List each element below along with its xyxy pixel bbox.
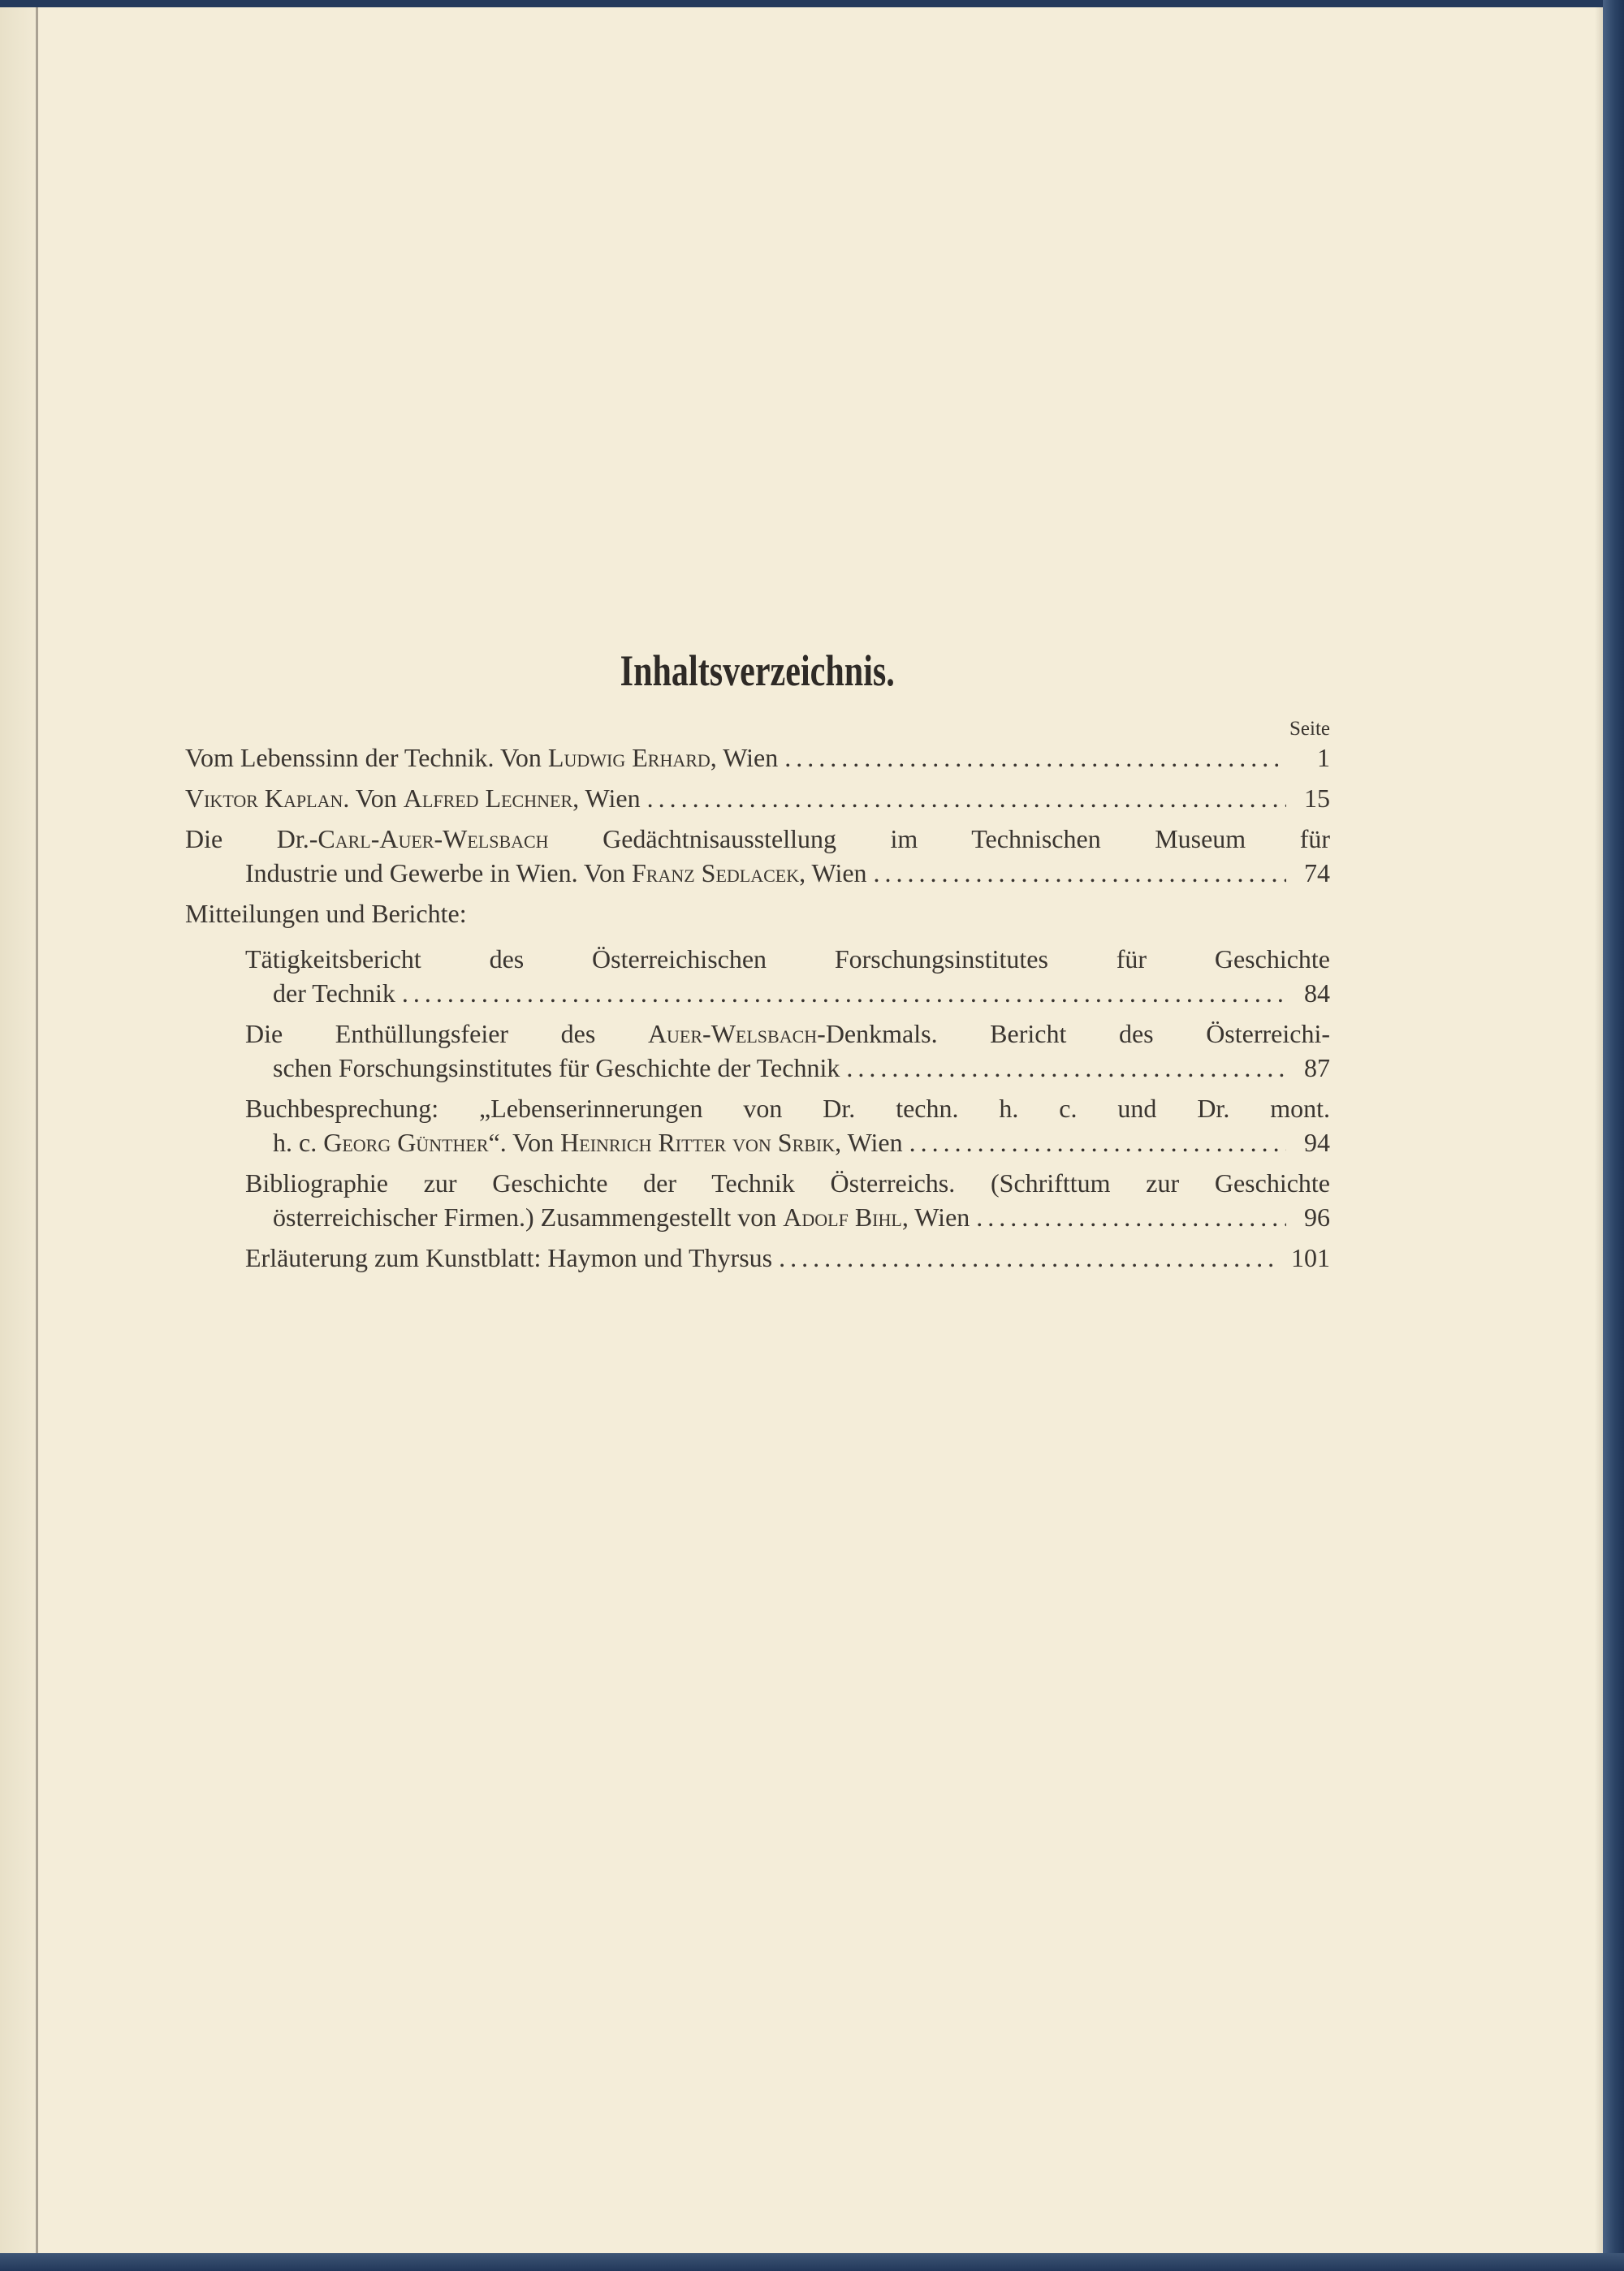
cover-edge-top	[0, 0, 1624, 7]
text-segment: , Wien	[835, 1128, 903, 1157]
text-segment: österreichischer Firmen.) Zusammengestellt von	[273, 1202, 784, 1232]
text-segment: Erläuterung zum Kunstblatt: Haymon und Thyrsus	[245, 1243, 773, 1272]
text-segment: Vom Lebenssinn der Technik. Von	[185, 743, 548, 772]
page-number: 1	[1317, 743, 1330, 772]
dot-leader	[976, 1200, 1286, 1234]
author-name: Adolf Bihl	[783, 1202, 902, 1232]
toc-entry-text	[185, 740, 778, 775]
dot-leader	[779, 1241, 1280, 1275]
author-name: Auer-Welsbach	[647, 1019, 818, 1048]
toc-entry-line	[245, 1125, 1330, 1159]
book-gutter	[0, 0, 36, 2271]
author-name: Carl-Auer-Welsbach	[317, 824, 549, 853]
page-number: 96	[1304, 1202, 1330, 1232]
toc-entry-line	[245, 1091, 1330, 1125]
dot-leader	[647, 781, 1286, 815]
toc-entry-line	[245, 1166, 1330, 1200]
author-name: Ludwig Erhard	[547, 743, 710, 772]
toc-entry	[185, 942, 1330, 1010]
text-segment: h. c.	[273, 1128, 324, 1157]
text-segment: Die Enthüllungsfeier des	[245, 1019, 648, 1048]
toc-entry	[185, 1017, 1330, 1085]
toc-entry-line	[185, 856, 1330, 890]
text-segment: “. Von	[488, 1128, 561, 1157]
text-segment: schen Forschungsinstitutes für Geschichte der Technik	[273, 1053, 840, 1082]
toc-entry-line	[185, 896, 1330, 930]
text-segment: Die Dr.-	[185, 824, 318, 853]
toc-entry	[185, 781, 1330, 815]
text-segment: Industrie und Gewerbe in Wien. Von	[245, 858, 632, 887]
toc-entry-line	[185, 740, 1330, 775]
text-segment: . Von	[343, 784, 404, 813]
toc-entry-line	[245, 1051, 1330, 1085]
author-name: Heinrich Ritter von Srbik	[560, 1128, 836, 1157]
toc-entry-text	[185, 824, 1330, 853]
toc-entry-text	[273, 976, 395, 1010]
toc-entry-text	[245, 1094, 1330, 1123]
toc-section-heading	[185, 896, 1330, 930]
dot-leader	[909, 1125, 1286, 1159]
dot-leader	[846, 1051, 1286, 1085]
text-segment: , Wien	[710, 743, 779, 772]
text-segment: , Wien	[901, 1202, 970, 1232]
dot-leader	[874, 856, 1286, 890]
author-name: Georg Günther	[323, 1128, 489, 1157]
toc-entry	[185, 1241, 1330, 1275]
page-column-label: Seite	[1289, 718, 1330, 740]
toc-entry-text	[245, 1241, 772, 1275]
toc-entry-line	[245, 1241, 1330, 1275]
author-name: Alfred Lechner	[403, 784, 573, 813]
toc-entry	[185, 1166, 1330, 1234]
text-segment: , Wien	[572, 784, 641, 813]
text-segment: -Denkmals. Bericht des Österreichi-	[817, 1019, 1330, 1048]
toc-entry-text	[245, 1019, 1330, 1048]
toc-entry	[185, 1091, 1330, 1159]
toc-entry-line	[245, 976, 1330, 1010]
table-of-contents	[185, 740, 1330, 1281]
text-segment: der Technik	[273, 978, 395, 1008]
text-segment: , Wien	[799, 858, 867, 887]
page-shadow	[1595, 7, 1603, 2253]
toc-entry-text	[185, 899, 467, 928]
toc-entry-line	[245, 1017, 1330, 1051]
toc-entry	[185, 822, 1330, 890]
dot-leader	[402, 976, 1286, 1010]
text-segment: Gedächtnisausstellung im Technischen Museum für	[548, 824, 1330, 853]
toc-entry-text	[273, 1200, 970, 1234]
toc-entry-line	[245, 1200, 1330, 1234]
text-segment: Tätigkeitsbericht des Österreichischen Forschungsinstitutes für Geschichte	[245, 944, 1330, 974]
page-title-text: Inhaltsverzeichnis.	[620, 646, 896, 695]
toc-entry-text	[185, 781, 641, 815]
dot-leader	[784, 740, 1286, 775]
cover-edge-right	[1603, 0, 1624, 2271]
toc-entry-text	[245, 944, 1330, 974]
toc-entry-text	[273, 1051, 840, 1085]
toc-entry-line	[185, 781, 1330, 815]
page-title	[0, 645, 1515, 696]
author-name: Franz Sedlacek	[631, 858, 800, 887]
toc-entry-line	[245, 942, 1330, 976]
text-segment: Mitteilungen und Berichte:	[185, 899, 467, 928]
cover-edge-bottom	[0, 2253, 1624, 2271]
toc-entry-text	[245, 1168, 1330, 1198]
toc-entry-text	[273, 1125, 903, 1159]
page-number: 101	[1291, 1243, 1330, 1272]
page-number: 87	[1304, 1053, 1330, 1082]
toc-entry-line	[185, 822, 1330, 856]
text-segment: Bibliographie zur Geschichte der Technik Österreichs. (Schrifttum zur Geschichte	[245, 1168, 1330, 1198]
toc-entry-text	[245, 856, 867, 890]
page-number: 15	[1304, 784, 1330, 813]
gutter-line	[36, 7, 38, 2253]
author-name: Viktor Kaplan	[185, 784, 343, 813]
page-number: 74	[1304, 858, 1330, 887]
page-number: 94	[1304, 1128, 1330, 1157]
page-number: 84	[1304, 978, 1330, 1008]
text-segment: Buchbesprechung: „Lebenserinnerungen von Dr. techn. h. c. und Dr. mont.	[245, 1094, 1330, 1123]
toc-entry	[185, 740, 1330, 775]
